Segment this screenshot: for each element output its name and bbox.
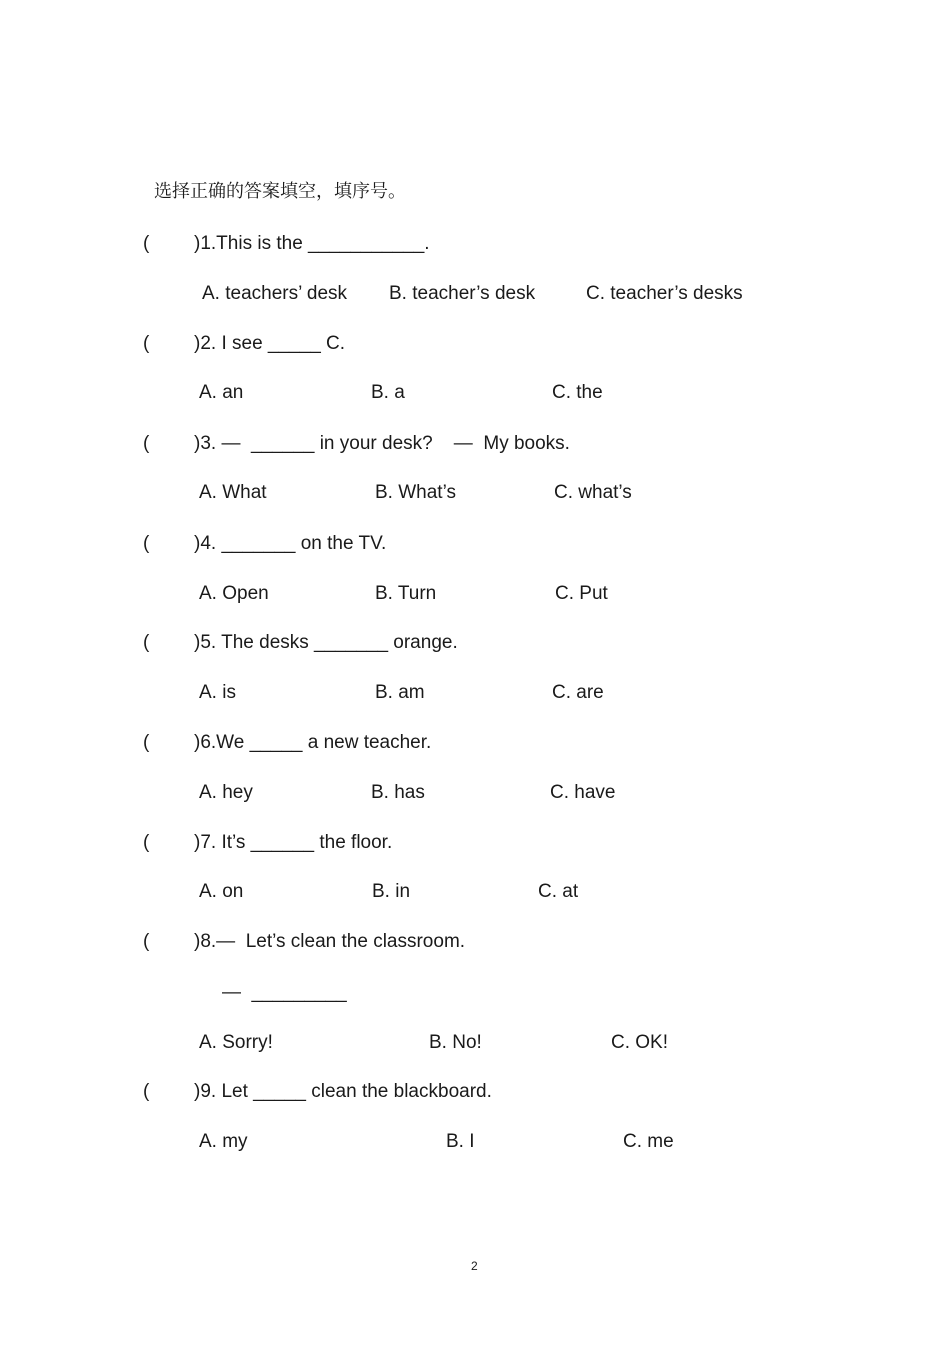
option-a: A. is — [199, 682, 236, 703]
option-b: B. No! — [429, 1032, 482, 1053]
option-a: A. Open — [199, 583, 269, 604]
option-a: A. on — [199, 881, 244, 902]
question-stem: )4. _______ on the TV. — [194, 533, 387, 554]
answer-paren: ( — [143, 233, 150, 254]
option-c: C. at — [538, 881, 579, 902]
option-a: A. an — [199, 382, 244, 403]
option-b: B. teacher’s desk — [389, 283, 536, 304]
option-a: A. teachers’ desk — [202, 283, 348, 304]
option-c: C. are — [552, 682, 604, 703]
question-stem: )5. The desks _______ orange. — [194, 632, 458, 653]
option-c: C. have — [550, 782, 616, 803]
answer-paren: ( — [143, 1081, 150, 1102]
option-c: C. OK! — [611, 1032, 669, 1053]
option-a: A. hey — [199, 782, 253, 803]
option-b: B. am — [375, 682, 425, 703]
option-c: C. me — [623, 1131, 674, 1152]
question-stem: )1.This is the ___________. — [194, 233, 430, 254]
option-a: A. Sorry! — [199, 1032, 273, 1053]
option-b: B. Turn — [375, 583, 437, 604]
option-b: B. in — [372, 881, 411, 902]
question-stem: )8.— Let’s clean the classroom. — [194, 931, 466, 952]
question-stem: )9. Let _____ clean the blackboard. — [194, 1081, 492, 1102]
answer-paren: ( — [143, 433, 150, 454]
question-stem: )3. — ______ in your desk? — My books. — [194, 433, 570, 454]
answer-paren: ( — [143, 732, 150, 753]
option-c: C. teacher’s desks — [586, 283, 743, 304]
answer-paren: ( — [143, 931, 150, 952]
option-c: C. Put — [555, 583, 608, 604]
question-stem: )2. I see _____ C. — [194, 333, 346, 354]
question-stem: )7. It’s ______ the floor. — [194, 832, 393, 853]
page-number: 2 — [471, 1259, 478, 1273]
option-c: C. what’s — [554, 482, 632, 503]
option-b: B. has — [371, 782, 425, 803]
answer-paren: ( — [143, 832, 150, 853]
option-b: B. a — [371, 382, 405, 403]
reply-line: — _________ — [222, 982, 347, 1003]
option-a: A. my — [199, 1131, 248, 1152]
option-c: C. the — [552, 382, 603, 403]
answer-paren: ( — [143, 533, 150, 554]
option-b: B. I — [446, 1131, 475, 1152]
instruction-title: 选择正确的答案填空，填序号。 — [154, 181, 406, 202]
option-b: B. What’s — [375, 482, 456, 503]
answer-paren: ( — [143, 632, 150, 653]
answer-paren: ( — [143, 333, 150, 354]
option-a: A. What — [199, 482, 267, 503]
question-stem: )6.We _____ a new teacher. — [194, 732, 432, 753]
